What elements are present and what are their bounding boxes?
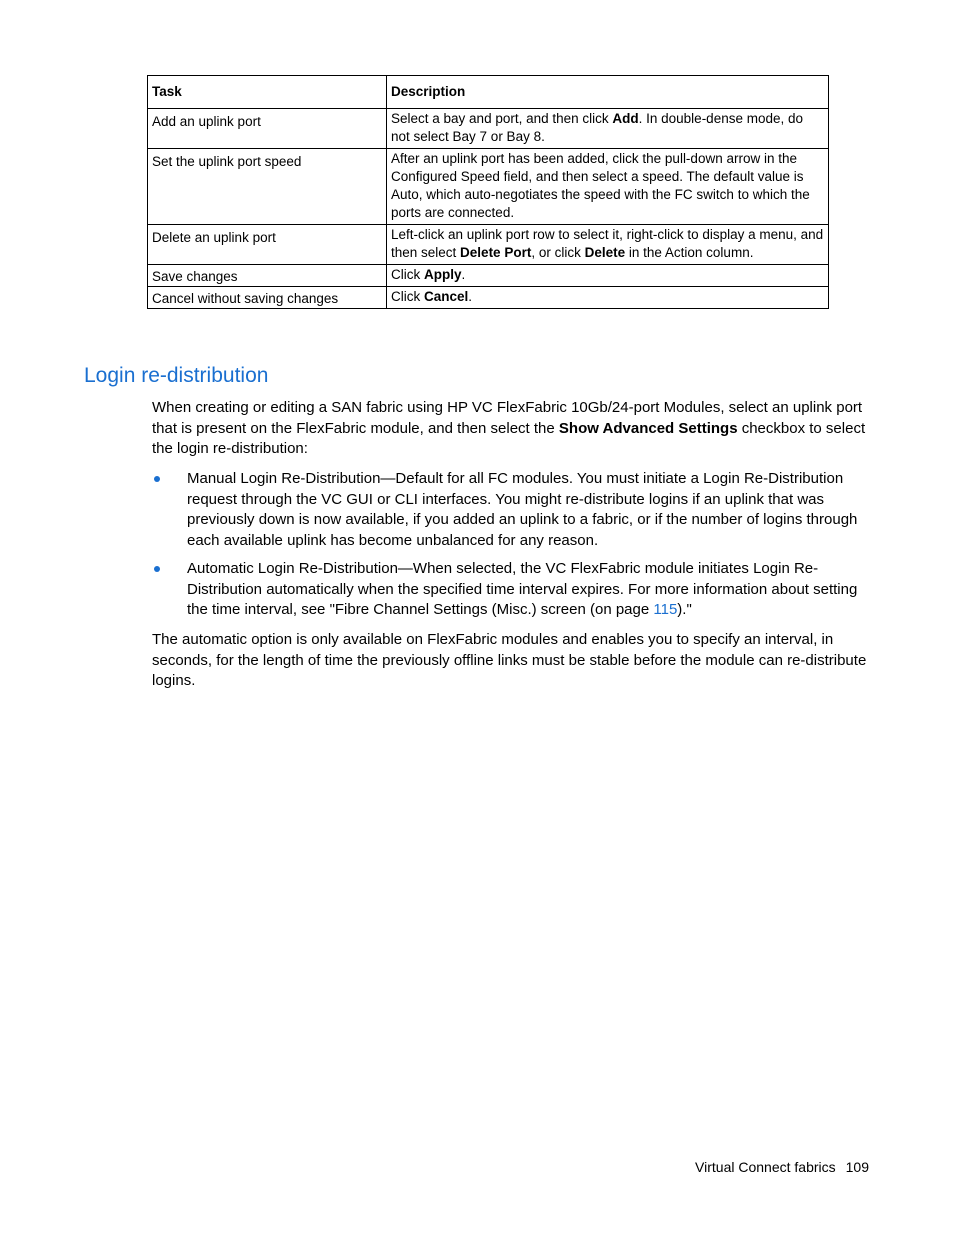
description-bold-text: Delete Port <box>460 245 532 260</box>
task-cell: Add an uplink port <box>148 109 387 149</box>
description-text: Click <box>391 289 424 304</box>
task-cell: Delete an uplink port <box>148 225 387 265</box>
list-item <box>152 469 874 551</box>
intro-bold-text: Show Advanced Settings <box>558 419 738 437</box>
description-text: . <box>461 267 466 282</box>
table-row <box>148 287 829 309</box>
page-footer <box>695 1158 869 1176</box>
page-link[interactable]: 115 <box>653 601 678 618</box>
description-text: . <box>468 289 473 304</box>
intro-text-end: checkbox to select the login re-distribution: <box>152 419 866 457</box>
bullet-text: Manual Login Re-Distribution—Default for all FC modules. You must initiate a Login Re-Distribution request through the VC GUI or CLI interfaces. You might re-distribute logins if an uplink that was previously down is now available, if you added an uplink to a fabric, or if the number of logins through each available uplink has become unbalanced for any reason. <box>187 470 858 549</box>
bullet-text: Automatic Login Re-Distribution—When selected, the VC FlexFabric module initiates Login Re-Distribution automatically when the specified time interval expires. For more information about setting the time interval, see "Fibre Channel Settings (Misc.) screen (on page <box>187 560 858 618</box>
description-bold-text: Delete <box>584 245 626 260</box>
description-cell <box>387 225 829 265</box>
task-cell: Save changes <box>148 265 387 287</box>
description-cell <box>387 109 829 149</box>
table-header-description: Description <box>387 76 829 109</box>
section-heading: Login re-distribution <box>84 364 269 387</box>
task-cell: Cancel without saving changes <box>148 287 387 309</box>
description-text: After an uplink port has been added, click the pull-down arrow in the Configured Speed field, and then select a speed. The default value is Auto, which auto-negotiates the speed with the FC switch to which the ports are connected. <box>391 151 810 220</box>
description-text: Select a bay and port, and then click <box>391 111 613 126</box>
table-row <box>148 265 829 287</box>
description-bold-text: Cancel <box>424 289 469 304</box>
list-item <box>152 559 874 621</box>
description-cell <box>387 149 829 225</box>
description-text: . In double-dense mode, do not select Bay 7 or Bay 8. <box>391 111 804 144</box>
bullet-dot-icon <box>154 566 160 572</box>
description-bold-text: Apply <box>424 267 462 282</box>
table-row <box>148 225 829 265</box>
bullet-dot-icon <box>154 476 160 482</box>
bullet-text-end: )." <box>677 601 692 618</box>
bullet-list <box>152 559 874 621</box>
table-header-task: Task <box>148 76 387 109</box>
table-header-row <box>148 76 829 109</box>
table-body <box>148 109 829 309</box>
page-number: 109 <box>845 1159 869 1175</box>
table-row <box>148 149 829 225</box>
bullet-list <box>152 469 874 551</box>
description-text: in the Action column. <box>625 245 754 260</box>
description-cell <box>387 287 829 309</box>
description-text: , or click <box>531 245 585 260</box>
table-row <box>148 109 829 149</box>
task-cell: Set the uplink port speed <box>148 149 387 225</box>
task-table <box>147 75 829 309</box>
description-text: Left-click an uplink port row to select it, right-click to display a menu, and then select <box>391 227 824 260</box>
description-text: Click <box>391 267 424 282</box>
footer-section-title: Virtual Connect fabrics <box>695 1159 836 1175</box>
description-bold-text: Add <box>612 111 639 126</box>
description-cell <box>387 265 829 287</box>
intro-text: When creating or editing a SAN fabric using HP VC FlexFabric 10Gb/24-port Modules, select an uplink port that is present on the FlexFabric module, and then select the <box>152 399 863 437</box>
intro-paragraph <box>152 398 874 460</box>
closing-paragraph: The automatic option is only available on FlexFabric modules and enables you to specify an interval, in seconds, for the length of time the previously offline links must be stable before the module can re-distribute logins. <box>152 631 867 689</box>
